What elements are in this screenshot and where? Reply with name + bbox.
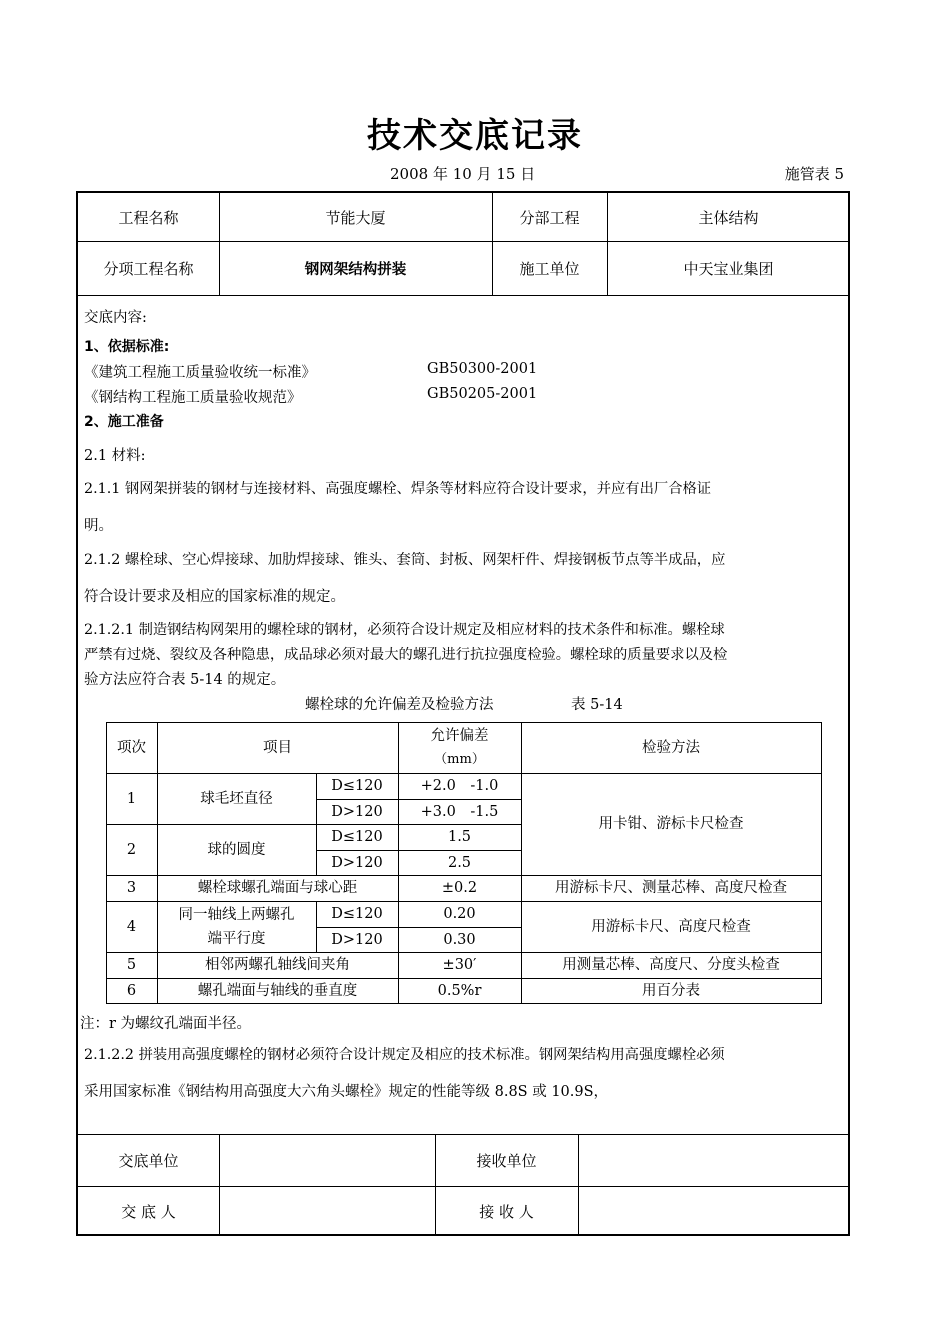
- row2-item: 球的圆度: [207, 841, 266, 858]
- table-border: [821, 722, 822, 1004]
- row6-no: 6: [126, 982, 137, 999]
- row3-method: 用游标卡尺、测量芯棒、高度尺检查: [555, 880, 787, 896]
- standard-1-code: GB50300-2001: [427, 361, 538, 377]
- paragraph-2-1-2-1-cont2: 验方法应符合表 5-14 的规定。: [84, 672, 286, 688]
- division-value: 主体结构: [698, 208, 759, 227]
- paragraph-2-1-2-cont: 符合设计要求及相应的国家标准的规定。: [84, 589, 345, 605]
- paragraph-2-1-2-1: 2.1.2.1 制造钢结构网架用的螺栓球的钢材，必须符合设计规定及相应材料的技术条件和标准。螺栓球: [84, 622, 725, 638]
- row1-item: 球毛坯直径: [200, 790, 273, 807]
- row4-method: 用游标卡尺、高度尺检查: [591, 918, 751, 935]
- row3-tol: ±0.2: [441, 880, 478, 896]
- row4a-cond: D≤120: [331, 906, 383, 922]
- paragraph-2-1-1: 2.1.1 钢网架拼装的钢材与连接材料、高强度螺栓、焊条等材料应符合设计要求，并应有出厂合格证: [84, 481, 712, 497]
- content-intro: 交底内容:: [84, 310, 147, 326]
- section-1-title: 1、依据标准:: [84, 339, 170, 355]
- row3-no: 3: [126, 880, 137, 896]
- header-tolerance-line1: 允许偏差: [430, 727, 489, 744]
- record-date: 2008 年 10 月 15 日: [390, 165, 536, 183]
- construction-unit-label: 施工单位: [519, 259, 580, 278]
- row4b-tol: 0.30: [443, 931, 476, 948]
- table-number: 表 5-14: [571, 697, 623, 713]
- row2a-tol: 1.5: [447, 829, 472, 845]
- divider: [78, 295, 850, 296]
- paragraph-2-1-2: 2.1.2 螺栓球、空心焊接球、加肋焊接球、锥头、套筒、封板、网架杆件、焊接钢板节点等半成品，应: [84, 552, 726, 568]
- row1b-cond: D>120: [331, 803, 383, 820]
- giver-label: 交 底 人: [121, 1202, 176, 1221]
- receiver-unit-label: 接收单位: [476, 1151, 537, 1170]
- row6-tol: 0.5%r: [437, 982, 482, 999]
- project-name-label: 工程名称: [118, 208, 179, 227]
- paragraph-2-1-2-1-cont: 严禁有过烧、裂纹及各种隐患，成品球必须对最大的螺孔进行抗拉强度检验。螺栓球的质量要求以及检: [84, 647, 728, 663]
- row5-method: 用测量芯棒、高度尺、分度头检查: [562, 957, 780, 973]
- row6-item: 螺孔端面与轴线的垂直度: [197, 982, 358, 999]
- row1a-tol: +2.0 -1.0: [420, 778, 499, 794]
- standard-2-code: GB50205-2001: [427, 386, 538, 402]
- row4-item: [157, 901, 316, 952]
- table-note: 注：r 为螺纹孔端面半径。: [80, 1016, 252, 1032]
- receiver-field[interactable]: [578, 1186, 850, 1236]
- row4-no: 4: [126, 918, 137, 935]
- giver-unit-label: 交底单位: [118, 1151, 179, 1170]
- page-title: 技术交底记录: [367, 116, 583, 156]
- row2-no: 2: [126, 841, 137, 858]
- row12-method: 用卡钳、游标卡尺检查: [598, 816, 744, 832]
- paragraph-2-1-2-2: 2.1.2.2 拼装用高强度螺栓的钢材必须符合设计规定及相应的技术标准。钢网架结构用高强度螺栓必须: [84, 1047, 725, 1063]
- construction-unit-value: 中天宝业集团: [683, 259, 774, 278]
- section-2-title: 2、施工准备: [84, 414, 164, 430]
- row5-tol: ±30′: [442, 957, 477, 973]
- sub-project-value: 钢网架结构拼装: [304, 261, 407, 278]
- tolerance-table: [106, 722, 822, 1004]
- giver-field[interactable]: [219, 1186, 435, 1236]
- row4a-tol: 0.20: [443, 906, 476, 922]
- paragraph-2-1: 2.1 材料:: [84, 448, 146, 464]
- header-no: 项次: [117, 739, 146, 756]
- row3-item: 螺栓球螺孔端面与球心距: [197, 880, 358, 896]
- row2a-cond: D≤120: [331, 829, 383, 845]
- form-number: 施管表 5: [784, 165, 844, 183]
- header-tolerance: [398, 722, 521, 773]
- row1b-tol: +3.0 -1.5: [420, 803, 499, 820]
- row2b-tol: 2.5: [447, 854, 472, 871]
- row5-no: 5: [126, 957, 137, 973]
- row4b-cond: D>120: [331, 931, 383, 948]
- row1-no: 1: [126, 790, 137, 807]
- standard-2-name: 《钢结构工程施工质量验收规范》: [84, 390, 302, 406]
- division-label: 分部工程: [519, 208, 580, 227]
- row1a-cond: D≤120: [331, 778, 383, 794]
- row2b-cond: D>120: [331, 854, 383, 871]
- standard-1-name: 《建筑工程施工质量验收统一标准》: [84, 365, 316, 381]
- header-method: 检验方法: [642, 739, 700, 756]
- row5-item: 相邻两螺孔轴线间夹角: [205, 957, 350, 973]
- table-caption: 螺栓球的允许偏差及检验方法: [305, 697, 494, 713]
- paragraph-2-1-1-cont: 明。: [84, 518, 113, 534]
- project-name-value: 节能大厦: [325, 208, 386, 227]
- row6-method: 用百分表: [642, 982, 700, 999]
- header-tolerance-line2: （mm）: [434, 751, 485, 767]
- paragraph-2-1-2-2-cont: 采用国家标准《钢结构用高强度大六角头螺栓》规定的性能等级 8.8S 或 10.9S，: [84, 1084, 609, 1100]
- receiver-unit-field[interactable]: [578, 1134, 850, 1186]
- row4-item-line2: 端平行度: [207, 930, 266, 947]
- table-border: [106, 1003, 822, 1004]
- header-item: 项目: [263, 739, 292, 756]
- receiver-label: 接 收 人: [479, 1202, 534, 1221]
- sub-project-label: 分项工程名称: [103, 259, 194, 278]
- row4-item-line1: 同一轴线上两螺孔: [178, 906, 295, 923]
- giver-unit-field[interactable]: [219, 1134, 435, 1186]
